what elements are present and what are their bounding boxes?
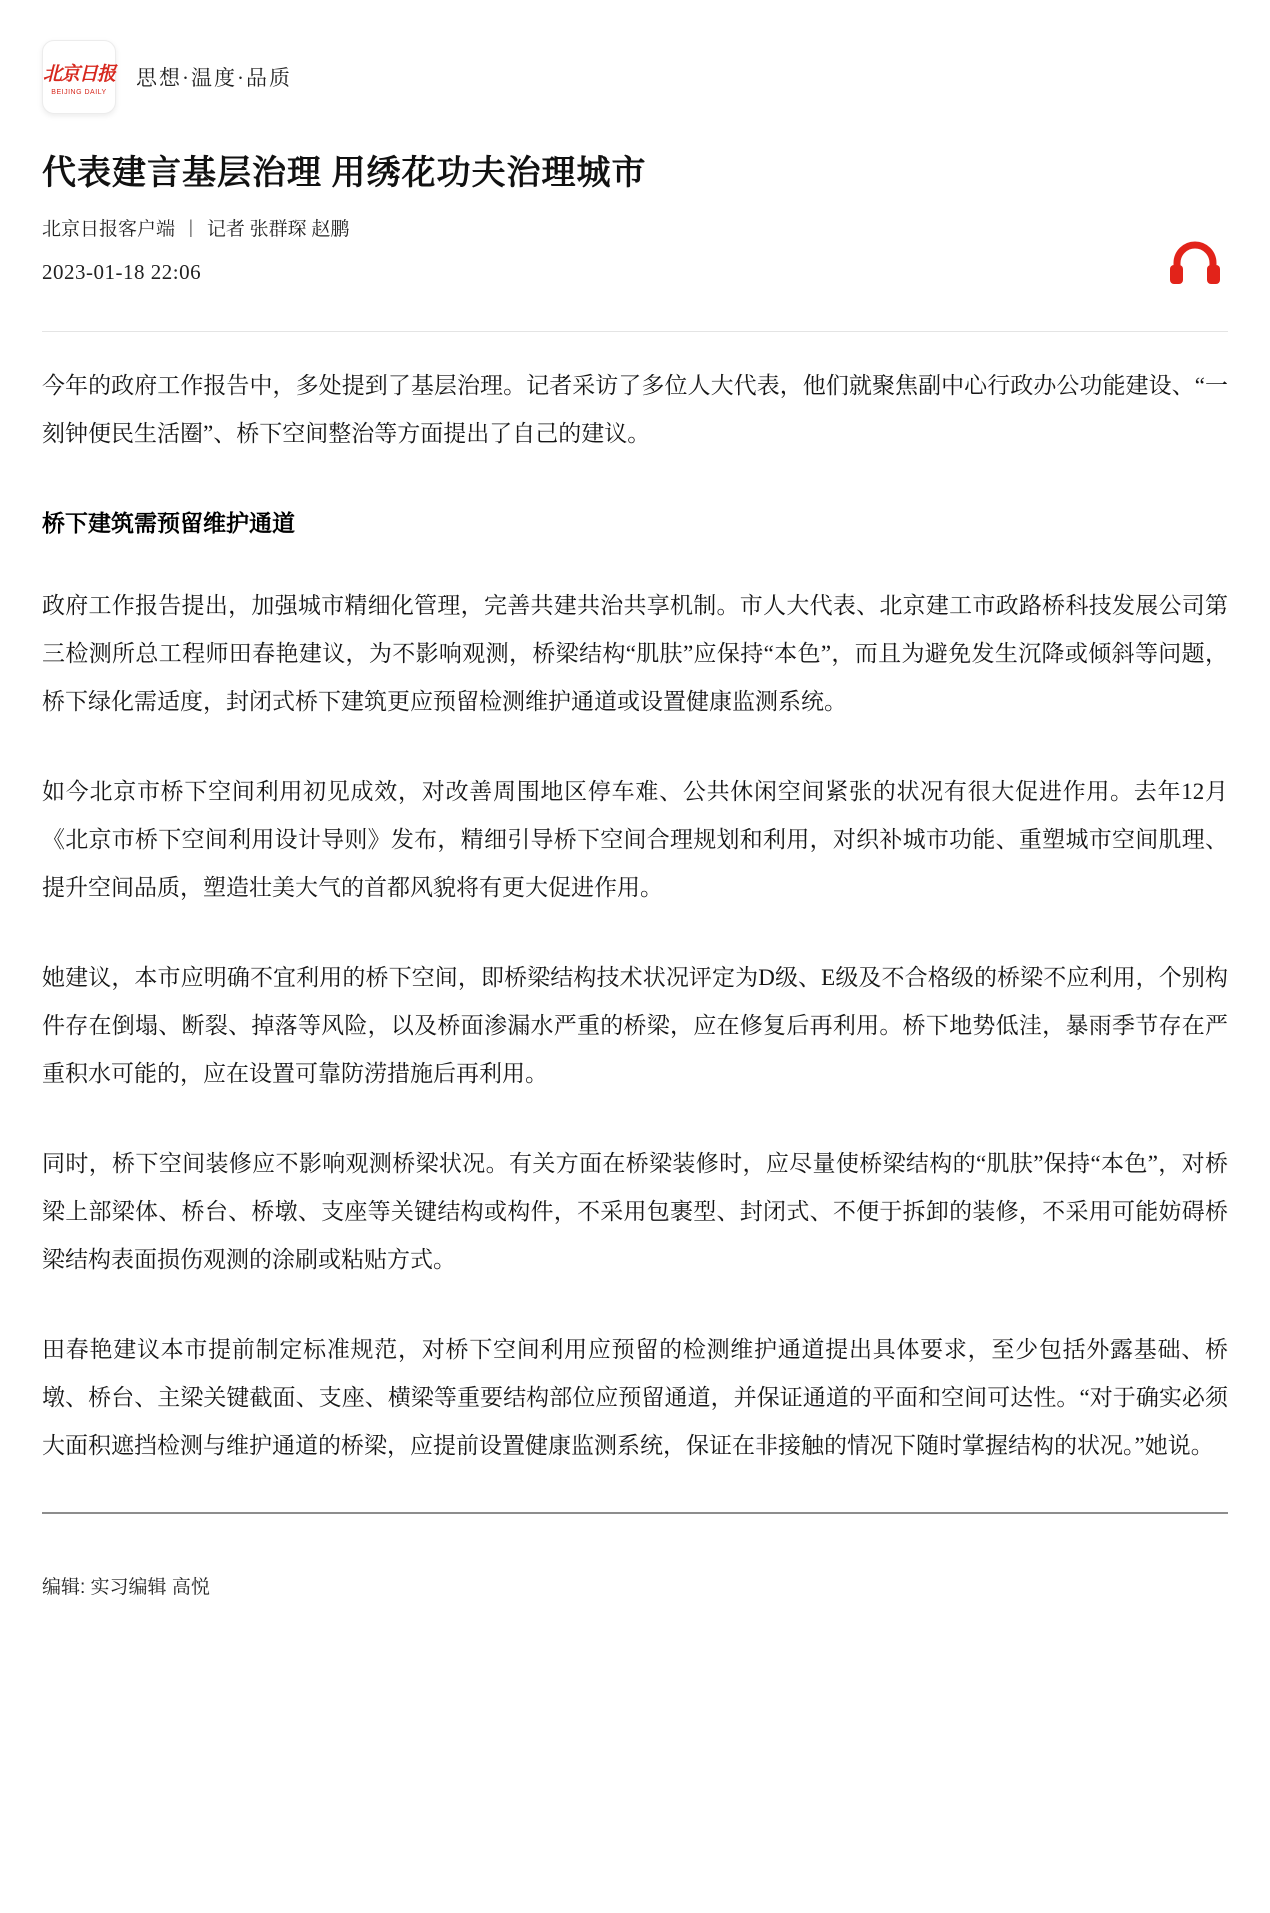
article-paragraph: 同时，桥下空间装修应不影响观测桥梁状况。有关方面在桥梁装修时，应尽量使桥梁结构的“肌肤”保持“本色”，对桥梁上部梁体、桥台、桥墩、支座等关键结构或构件，不采用包裹型、封闭式、不便于拆卸的装修，不采用可能妨碍桥梁结构表面损伤观测的涂刷或粘贴方式。 xyxy=(42,1151,1228,1273)
byline-separator: | xyxy=(189,216,193,238)
article-paragraph: 田春艳建议本市提前制定标准规范，对桥下空间利用应预留的检测维护通道提出具体要求，至少包括外露基础、桥墩、桥台、主梁关键截面、支座、横梁等重要结构部位应预留通道，并保证通道的平面和空间可达性。“对于确实必须大面积遮挡检测与维护通道的桥梁，应提前设置健康监测系统，保证在非接触的情况下随时掌握结构的状况。”她说。 xyxy=(42,1337,1228,1459)
masthead xyxy=(42,40,1228,114)
editor-credit: 编辑: 实习编辑 高悦 xyxy=(42,1577,210,1599)
article-title: 代表建言基层治理 用绣花功夫治理城市 xyxy=(42,155,647,192)
headphones-icon xyxy=(1166,241,1224,285)
byline-source: 北京日报客户端 xyxy=(42,219,176,241)
header-divider xyxy=(42,331,1228,332)
article-subheading: 桥下建筑需预留维护通道 xyxy=(42,511,295,537)
article-paragraph: 今年的政府工作报告中，多处提到了基层治理。记者采访了多位人大代表，他们就聚焦副中心行政办公功能建设、“一刻钟便民生活圈”、桥下空间整治等方面提出了自己的建议。 xyxy=(42,373,1228,447)
article-body xyxy=(42,362,1228,1470)
meta-row xyxy=(42,241,1228,285)
listen-audio-button[interactable] xyxy=(1166,241,1224,285)
logo-chinese-text: 北京日报 xyxy=(43,63,116,85)
logo-english-text: BEIJING DAILY xyxy=(51,88,107,96)
article-paragraph: 政府工作报告提出，加强城市精细化管理，完善共建共治共享机制。市人大代表、北京建工市政路桥科技发展公司第三检测所总工程师田春艳建议，为不影响观测，桥梁结构“肌肤”应保持“本色”，而且为避免发生沉降或倾斜等问题，桥下绿化需适度，封闭式桥下建筑更应预留检测维护通道或设置健康监测系统。 xyxy=(42,593,1228,715)
article-paragraph: 如今北京市桥下空间利用初见成效，对改善周围地区停车难、公共休闲空间紧张的状况有很大促进作用。去年12月《北京市桥下空间利用设计导则》发布，精细引导桥下空间合理规划和利用，对织补城市功能、重塑城市空间肌理、提升空间品质，塑造壮美大气的首都风貌将有更大促进作用。 xyxy=(42,779,1228,901)
byline-reporters: 记者 张群琛 赵鹏 xyxy=(206,219,350,241)
masthead-tagline: 思想·温度·品质 xyxy=(136,66,292,90)
byline xyxy=(42,214,1228,241)
footer-divider xyxy=(42,1512,1228,1514)
publish-datetime: 2023-01-18 22:06 xyxy=(42,260,202,285)
article-paragraph: 她建议，本市应明确不宜利用的桥下空间，即桥梁结构技术状况评定为D级、E级及不合格级的桥梁不应利用，个别构件存在倒塌、断裂、掉落等风险，以及桥面渗漏水严重的桥梁，应在修复后再利用。桥下地势低洼，暴雨季节存在严重积水可能的，应在设置可靠防涝措施后再利用。 xyxy=(42,965,1228,1087)
beijing-daily-logo[interactable] xyxy=(42,40,116,114)
